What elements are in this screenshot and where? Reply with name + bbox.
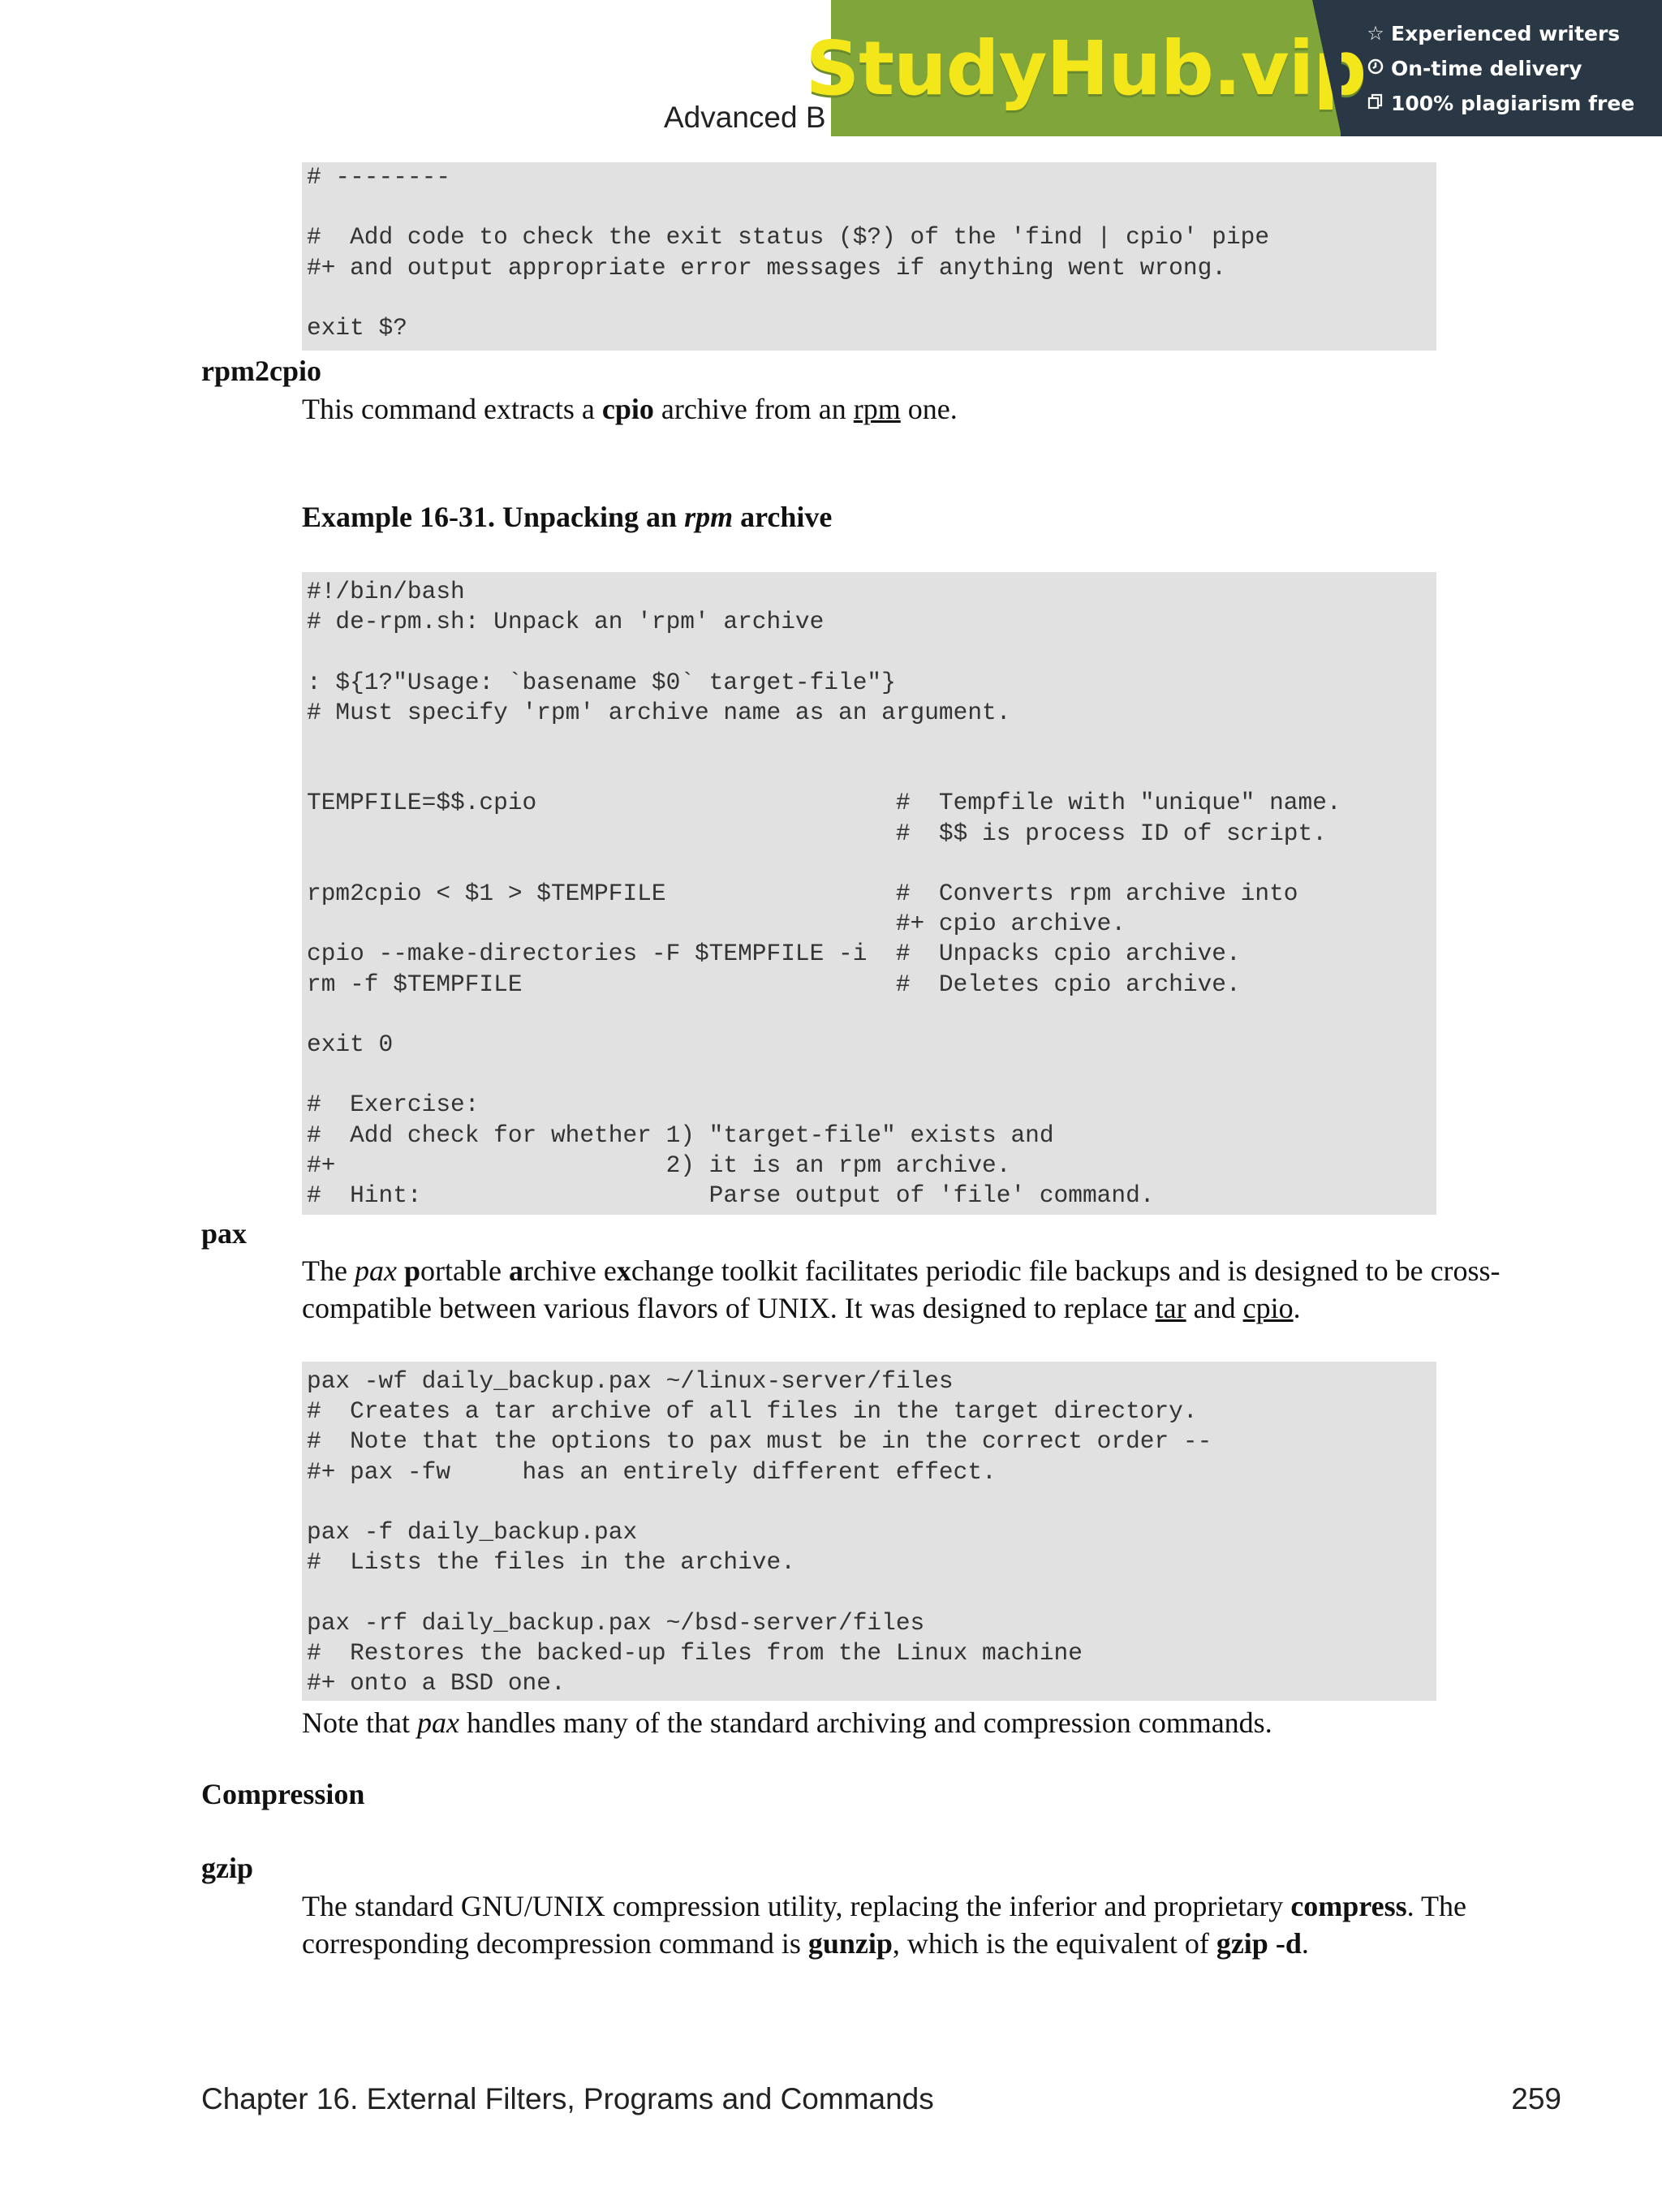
- footer-chapter: Chapter 16. External Filters, Programs and Commands: [201, 2082, 934, 2115]
- term-pax: pax: [201, 1217, 248, 1250]
- banner-feature-label: 100% plagiarism free: [1391, 91, 1635, 115]
- banner-feature-label: On-time delivery: [1391, 56, 1582, 80]
- clock-icon: [1365, 57, 1386, 80]
- banner-features: [1341, 0, 1662, 136]
- term-gzip: gzip: [201, 1852, 254, 1884]
- star-outline-icon: ☆: [1367, 22, 1384, 45]
- example-title: Example 16-31. Unpacking an rpm archive: [302, 501, 833, 533]
- banner-feature-writers: [1365, 22, 1662, 45]
- banner-logo-text: StudyHub.vip: [805, 24, 1367, 112]
- copy-icon: [1365, 92, 1386, 114]
- code-block-find-cpio: # -------- # Add code to check the exit status ($?) of the 'find | cpio' pipe #+ and output appropriate error messages if anything went wrong. exit $?: [302, 162, 1436, 351]
- gzip-description: The standard GNU/UNIX compression utility, replacing the inferior and proprietary compress. The corresponding decompression command is gunzip, which is the equivalent of gzip -d.: [302, 1890, 1466, 1960]
- tar-link[interactable]: tar: [1155, 1292, 1186, 1324]
- banner-divider: [1312, 0, 1341, 136]
- code-block-de-rpm: #!/bin/bash # de-rpm.sh: Unpack an 'rpm' archive : ${1?"Usage: `basename $0` target-file"} # Must specify 'rpm' archive name as an argument. TEMPFILE=$$.cpio # Tempfile with "unique" name. # $$ is process ID of script. rpm2cpio < $1 > $TEMPFILE # Converts rpm archive into #+ cpio archive. cpio --make-directories -F $TEMPFILE -i # Unpacks cpio archive. rm -f $TEMPFILE # Deletes cpio archive. exit 0 # Exercise: # Add check for whether 1) "target-file" exists and #+ 2) it is an rpm archive. # Hint: Parse output of 'file' command.: [302, 572, 1436, 1215]
- code-block-pax: pax -wf daily_backup.pax ~/linux-server/files # Creates a tar archive of all files in the target directory. # Note that the options to pax must be in the correct order -- #+ pax -fw has an entirely different effect. pax -f daily_backup.pax # Lists the files in the archive. pax -rf daily_backup.pax ~/bsd-server/files # Restores the backed-up files from the Linux machine #+ onto a BSD one.: [302, 1362, 1436, 1701]
- banner-logo[interactable]: [805, 0, 1367, 136]
- studyhub-banner[interactable]: [805, 0, 1662, 136]
- running-header: Advanced B: [664, 101, 826, 134]
- section-heading-compression: Compression: [201, 1778, 365, 1810]
- banner-feature-plagiarism: [1365, 92, 1662, 115]
- cpio-link[interactable]: cpio: [1242, 1292, 1294, 1324]
- pax-description: The pax portable archive exchange toolkit facilitates periodic file backups and is designed to be cross-compatible between various flavors of UNIX. It was designed to replace tar and cpio.: [302, 1254, 1501, 1324]
- pax-note: Note that pax handles many of the standard archiving and compression commands.: [302, 1706, 1272, 1739]
- rpm2cpio-description: This command extracts a cpio archive from an rpm one.: [302, 393, 958, 425]
- banner-feature-label: Experienced writers: [1391, 21, 1621, 45]
- banner-feature-delivery: [1365, 57, 1662, 80]
- footer-page-number: 259: [1511, 2082, 1561, 2115]
- rpm-link[interactable]: rpm: [853, 393, 901, 425]
- term-rpm2cpio: rpm2cpio: [201, 355, 321, 387]
